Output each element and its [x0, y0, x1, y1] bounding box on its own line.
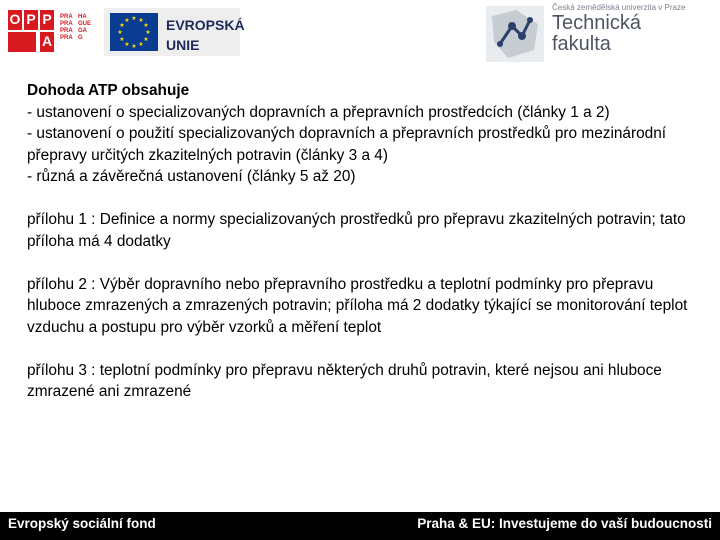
svg-text:★: ★: [138, 41, 144, 48]
opp-letter: P: [40, 10, 54, 30]
footer-bar: [0, 512, 720, 540]
slide-content: [27, 80, 697, 403]
svg-text:★: ★: [131, 15, 137, 22]
svg-text:★: ★: [119, 36, 125, 43]
svg-text:★: ★: [138, 17, 144, 24]
opp-small-text: PRA PRA PRA PRA: [60, 14, 73, 41]
appendix-1-paragraph: přílohu 1 : Definice a normy specializovaných prostředků pro přepravu zkazitelných potravin; tato příloha má 4 dodatky: [27, 211, 686, 250]
content-heading: Dohoda ATP obsahuje: [27, 82, 190, 99]
faculty-emblem-icon: [486, 6, 544, 62]
svg-text:★: ★: [117, 29, 123, 36]
eu-flag-icon: [110, 13, 158, 51]
appendix-3-paragraph: přílohu 3 : teplotní podmínky pro přepravu některých druhů potravin, které nejsou ani hluboce zmrazené ani zmrazené: [27, 361, 662, 400]
content-item: - ustanovení o specializovaných dopravních a přepravních prostředcích (články 1 a 2): [27, 103, 610, 121]
footer-right-text: Praha & EU: Investujeme do vaší budoucnosti: [417, 516, 712, 531]
appendix-2-paragraph: přílohu 2 : Výběr dopravního nebo přepravního prostředku a teplotní podmínky pro přepravu hluboce zmrazených a zmrazených potravin; příloha má 2 dodatky týkající se monitorování teplot vzduchu a postupu pro výběr vzorků a měření teplot: [27, 275, 688, 336]
opp-praha-logo: [8, 10, 98, 54]
content-item: - různá a závěrečná ustanovení (články 5 až 20): [27, 168, 356, 185]
opp-red-block: [8, 32, 36, 52]
svg-text:★: ★: [143, 36, 149, 43]
university-name: Česká zemědělská univerzita v Praze: [552, 3, 686, 12]
opp-letter: A: [40, 32, 54, 52]
eu-logo: [104, 8, 245, 56]
svg-text:★: ★: [143, 22, 149, 29]
eu-logo-text: EVROPSKÁ UNIE: [166, 17, 245, 53]
footer-left-text: Evropský sociální fond: [8, 516, 156, 531]
header: [0, 0, 720, 70]
content-item: - ustanovení o použití specializovaných dopravních a přepravních prostředků pro mezinárodní přepravy určitých zkazitelných potravin (články 3 a 4): [27, 125, 667, 164]
svg-text:★: ★: [124, 17, 130, 24]
opp-letter: O: [8, 10, 22, 30]
opp-letter: P: [24, 10, 38, 30]
svg-text:★: ★: [131, 43, 137, 50]
opp-small-text-2: HA GUE GA G: [78, 14, 92, 41]
svg-text:★: ★: [119, 22, 125, 29]
technicka-fakulta-logo: [478, 0, 718, 66]
svg-text:★: ★: [124, 41, 130, 48]
faculty-title: Technická fakulta: [552, 12, 641, 55]
svg-text:★: ★: [145, 29, 151, 36]
